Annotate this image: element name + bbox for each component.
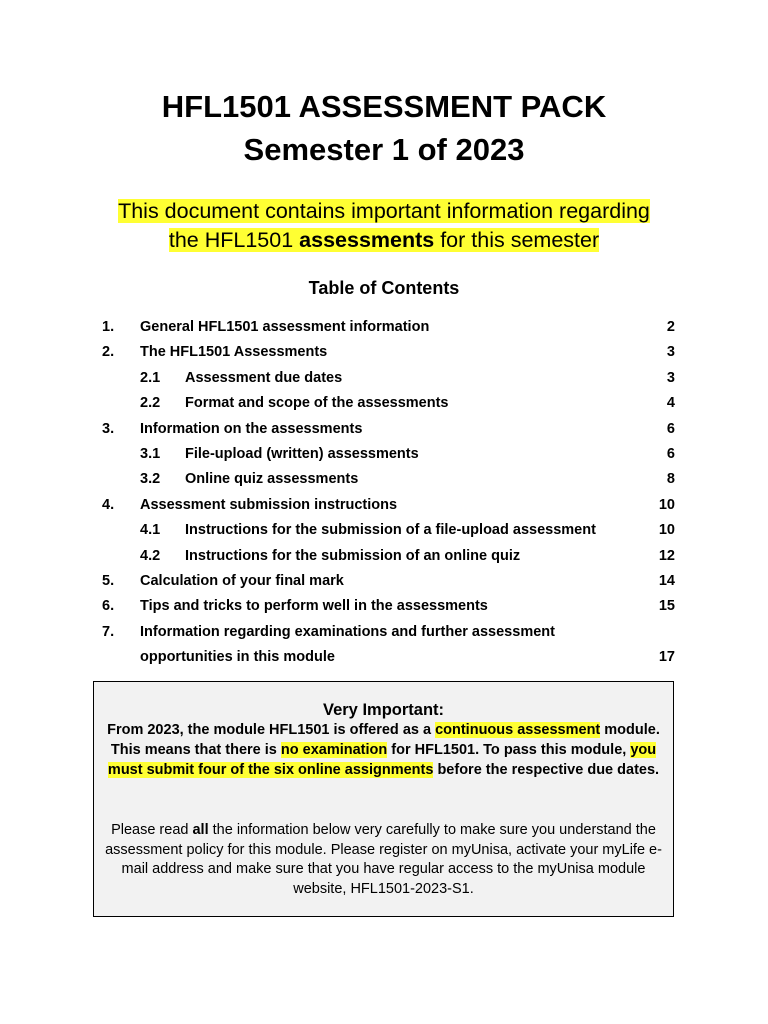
toc-item-number: 2.2: [140, 395, 161, 412]
toc-item-label: General HFL1501 assessment information: [140, 319, 430, 335]
toc-item-number: 2.: [102, 344, 115, 361]
intro-bold-assessments: assessments: [299, 228, 435, 252]
toc-heading: Table of Contents: [308, 278, 460, 298]
toc-item-page: 12: [658, 547, 675, 564]
toc-item-label: Instructions for the submission of a file-upload assessment: [185, 522, 596, 539]
toc-item-page: 4: [666, 395, 675, 412]
toc-item-number: 1.: [102, 319, 115, 335]
toc-item-page: 2: [666, 319, 675, 335]
toc-item-label: Information on the assessments: [140, 420, 363, 437]
toc-item-number: 5.: [102, 573, 115, 589]
toc-item-1[interactable]: [0, 315, 768, 339]
important-notice-box: [93, 681, 674, 917]
toc-item-label: Format and scope of the assessments: [185, 395, 449, 412]
toc-item-number: 4.2: [140, 547, 161, 564]
toc-item-number: 3.: [102, 420, 115, 437]
toc-item-7-continued[interactable]: [0, 645, 768, 669]
toc-item-5[interactable]: [0, 569, 768, 593]
toc-item-4-2[interactable]: [0, 544, 768, 568]
toc-item-label: opportunities in this module: [140, 649, 335, 666]
notice-body-paragraph: [102, 821, 665, 899]
toc-item-page: 17: [658, 649, 675, 666]
toc-item-2-2[interactable]: [0, 391, 768, 415]
toc-item-page: 14: [658, 573, 675, 589]
toc-item-4[interactable]: [0, 493, 768, 517]
toc-item-number: 4.1: [140, 522, 161, 539]
toc-item-page: 15: [658, 598, 675, 615]
notice-body-bold-all: all: [192, 822, 209, 838]
toc-item-page: 10: [658, 522, 675, 539]
toc-item-number: 6.: [102, 598, 115, 615]
intro-line-2-post: for this semester: [434, 228, 600, 252]
toc-item-label: Information regarding examinations and further assessment: [140, 623, 555, 640]
toc-item-number: 2.1: [140, 369, 161, 386]
toc-item-label: Tips and tricks to perform well in the assessments: [140, 598, 488, 615]
toc-item-page: 6: [666, 420, 675, 437]
notice-bold-paragraph: [102, 720, 665, 780]
notice-body-text: Please read: [111, 822, 193, 838]
toc-item-label: Instructions for the submission of an online quiz: [185, 547, 521, 564]
toc-item-number: 7.: [102, 623, 115, 640]
document-subtitle: Semester 1 of 2023: [243, 132, 525, 167]
notice-heading: Very Important:: [322, 701, 445, 719]
toc-item-page: 6: [666, 446, 675, 462]
notice-highlight-no-exam: no examination: [280, 742, 388, 758]
toc-item-page: 3: [666, 344, 675, 361]
toc-item-2-1[interactable]: [0, 366, 768, 390]
notice-text: module. This means that there is: [110, 722, 660, 758]
intro-highlight-1: This document contains important information regarding: [118, 199, 650, 223]
document-title: HFL1501 ASSESSMENT PACK: [161, 89, 607, 124]
toc-item-label: Online quiz assessments: [185, 471, 359, 488]
toc-item-number: 3.2: [140, 471, 161, 488]
toc-item-label: File-upload (written) assessments: [185, 446, 419, 462]
toc-item-page: 8: [666, 471, 675, 488]
intro-line-2-pre: the HFL1501: [168, 228, 300, 252]
toc-item-2[interactable]: [0, 340, 768, 364]
notice-highlight-continuous: continuous assessment: [435, 722, 601, 738]
intro-line-1: [0, 196, 768, 227]
toc-item-3-2[interactable]: [0, 467, 768, 491]
toc-item-3[interactable]: [0, 417, 768, 441]
toc-item-page: 3: [666, 369, 675, 386]
toc-item-6[interactable]: [0, 594, 768, 618]
notice-highlight-submit: you must submit four of the six online assignments: [107, 742, 657, 778]
notice-text: From 2023, the module HFL1501 is offered as a: [107, 722, 436, 738]
toc-item-3-1[interactable]: [0, 442, 768, 466]
intro-highlight-2: [169, 228, 599, 252]
toc-item-7[interactable]: [0, 620, 768, 644]
toc-item-label: Assessment submission instructions: [140, 496, 398, 513]
notice-body-text: the information below very carefully to make sure you understand the assessment policy for this module. Please register on myUnisa, activate your myLife e-mail address and make sure that you have regular access to the myUnisa module website, HFL1501-2023-S1.: [105, 822, 662, 897]
toc-item-label: The HFL1501 Assessments: [140, 344, 328, 361]
notice-text: before the respective due dates.: [433, 762, 660, 778]
notice-text: for HFL1501. To pass this module,: [387, 742, 631, 758]
toc-item-number: 3.1: [140, 446, 161, 462]
toc-item-label: Assessment due dates: [185, 369, 343, 386]
toc-item-4-1[interactable]: [0, 518, 768, 542]
toc-item-page: 10: [658, 496, 675, 513]
toc-item-number: 4.: [102, 496, 115, 513]
intro-line-2: [0, 225, 768, 256]
toc-item-label: Calculation of your final mark: [140, 573, 344, 589]
